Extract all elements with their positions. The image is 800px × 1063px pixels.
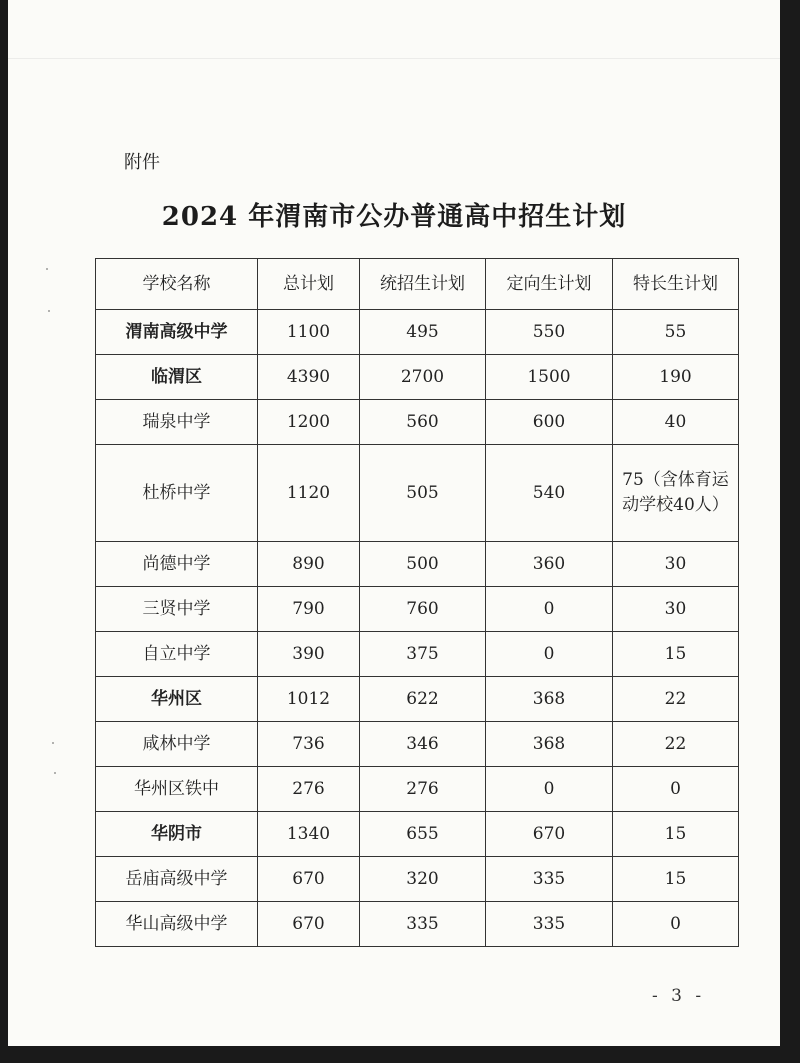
school-name-cell: 杜桥中学 [96,445,258,542]
school-name-cell: 华州区 [96,677,258,722]
special-plan-cell: 190 [613,355,739,400]
special-plan-cell: 22 [613,722,739,767]
unified-plan-cell: 622 [360,677,486,722]
unified-plan-cell: 335 [360,902,486,947]
school-name-cell: 临渭区 [96,355,258,400]
unified-plan-cell: 346 [360,722,486,767]
table-row [96,677,739,722]
special-plan-cell: 30 [613,542,739,587]
total-plan-cell: 1200 [258,400,360,445]
special-plan-cell: 15 [613,632,739,677]
special-plan-cell: 22 [613,677,739,722]
table-row [96,587,739,632]
header-unified-plan: 统招生计划 [360,259,486,310]
unified-plan-cell: 560 [360,400,486,445]
table-body [96,310,739,947]
directed-plan-cell: 540 [486,445,613,542]
special-plan-cell: 15 [613,812,739,857]
total-plan-cell: 390 [258,632,360,677]
unified-plan-cell: 320 [360,857,486,902]
total-plan-cell: 790 [258,587,360,632]
directed-plan-cell: 360 [486,542,613,587]
total-plan-cell: 4390 [258,355,360,400]
table-header-row [96,259,739,310]
page-fold-line [8,58,780,59]
school-name-cell: 渭南高级中学 [96,310,258,355]
school-name-cell: 华阴市 [96,812,258,857]
total-plan-cell: 890 [258,542,360,587]
enrollment-plan-table [95,258,739,947]
document-page [8,0,780,1046]
scan-speck [54,772,56,774]
special-plan-cell: 75（含体育运动学校40人） [613,445,739,542]
total-plan-cell: 670 [258,857,360,902]
table-row [96,857,739,902]
directed-plan-cell: 670 [486,812,613,857]
special-plan-cell: 40 [613,400,739,445]
attachment-label: 附件 [124,152,160,173]
total-plan-cell: 670 [258,902,360,947]
table-row [96,445,739,542]
page-title: 2024 年渭南市公办普通高中招生计划 [161,202,627,232]
page-number: - 3 - [652,986,706,1006]
table-row [96,400,739,445]
scan-speck [46,268,48,270]
directed-plan-cell: 1500 [486,355,613,400]
school-name-cell: 瑞泉中学 [96,400,258,445]
directed-plan-cell: 0 [486,587,613,632]
header-special-plan: 特长生计划 [613,259,739,310]
header-total-plan: 总计划 [258,259,360,310]
directed-plan-cell: 0 [486,632,613,677]
header-directed-plan: 定向生计划 [486,259,613,310]
header-school-name: 学校名称 [96,259,258,310]
special-plan-cell: 0 [613,902,739,947]
unified-plan-cell: 760 [360,587,486,632]
directed-plan-cell: 550 [486,310,613,355]
unified-plan-cell: 2700 [360,355,486,400]
school-name-cell: 三贤中学 [96,587,258,632]
school-name-cell: 岳庙高级中学 [96,857,258,902]
school-name-cell: 尚德中学 [96,542,258,587]
special-plan-cell: 30 [613,587,739,632]
total-plan-cell: 1340 [258,812,360,857]
total-plan-cell: 1012 [258,677,360,722]
unified-plan-cell: 495 [360,310,486,355]
total-plan-cell: 1120 [258,445,360,542]
school-name-cell: 华山高级中学 [96,902,258,947]
special-plan-cell: 55 [613,310,739,355]
directed-plan-cell: 368 [486,677,613,722]
total-plan-cell: 276 [258,767,360,812]
unified-plan-cell: 276 [360,767,486,812]
table-row [96,632,739,677]
school-name-cell: 自立中学 [96,632,258,677]
directed-plan-cell: 335 [486,857,613,902]
table-row [96,542,739,587]
school-name-cell: 咸林中学 [96,722,258,767]
table-row [96,310,739,355]
directed-plan-cell: 335 [486,902,613,947]
unified-plan-cell: 500 [360,542,486,587]
table-row [96,767,739,812]
school-name-cell: 华州区铁中 [96,767,258,812]
directed-plan-cell: 600 [486,400,613,445]
total-plan-cell: 1100 [258,310,360,355]
unified-plan-cell: 505 [360,445,486,542]
scan-speck [52,742,54,744]
scan-speck [48,310,50,312]
table-row [96,355,739,400]
unified-plan-cell: 655 [360,812,486,857]
table-row [96,722,739,767]
directed-plan-cell: 0 [486,767,613,812]
directed-plan-cell: 368 [486,722,613,767]
table-row [96,902,739,947]
total-plan-cell: 736 [258,722,360,767]
special-plan-cell: 15 [613,857,739,902]
special-plan-cell: 0 [613,767,739,812]
table-row [96,812,739,857]
unified-plan-cell: 375 [360,632,486,677]
